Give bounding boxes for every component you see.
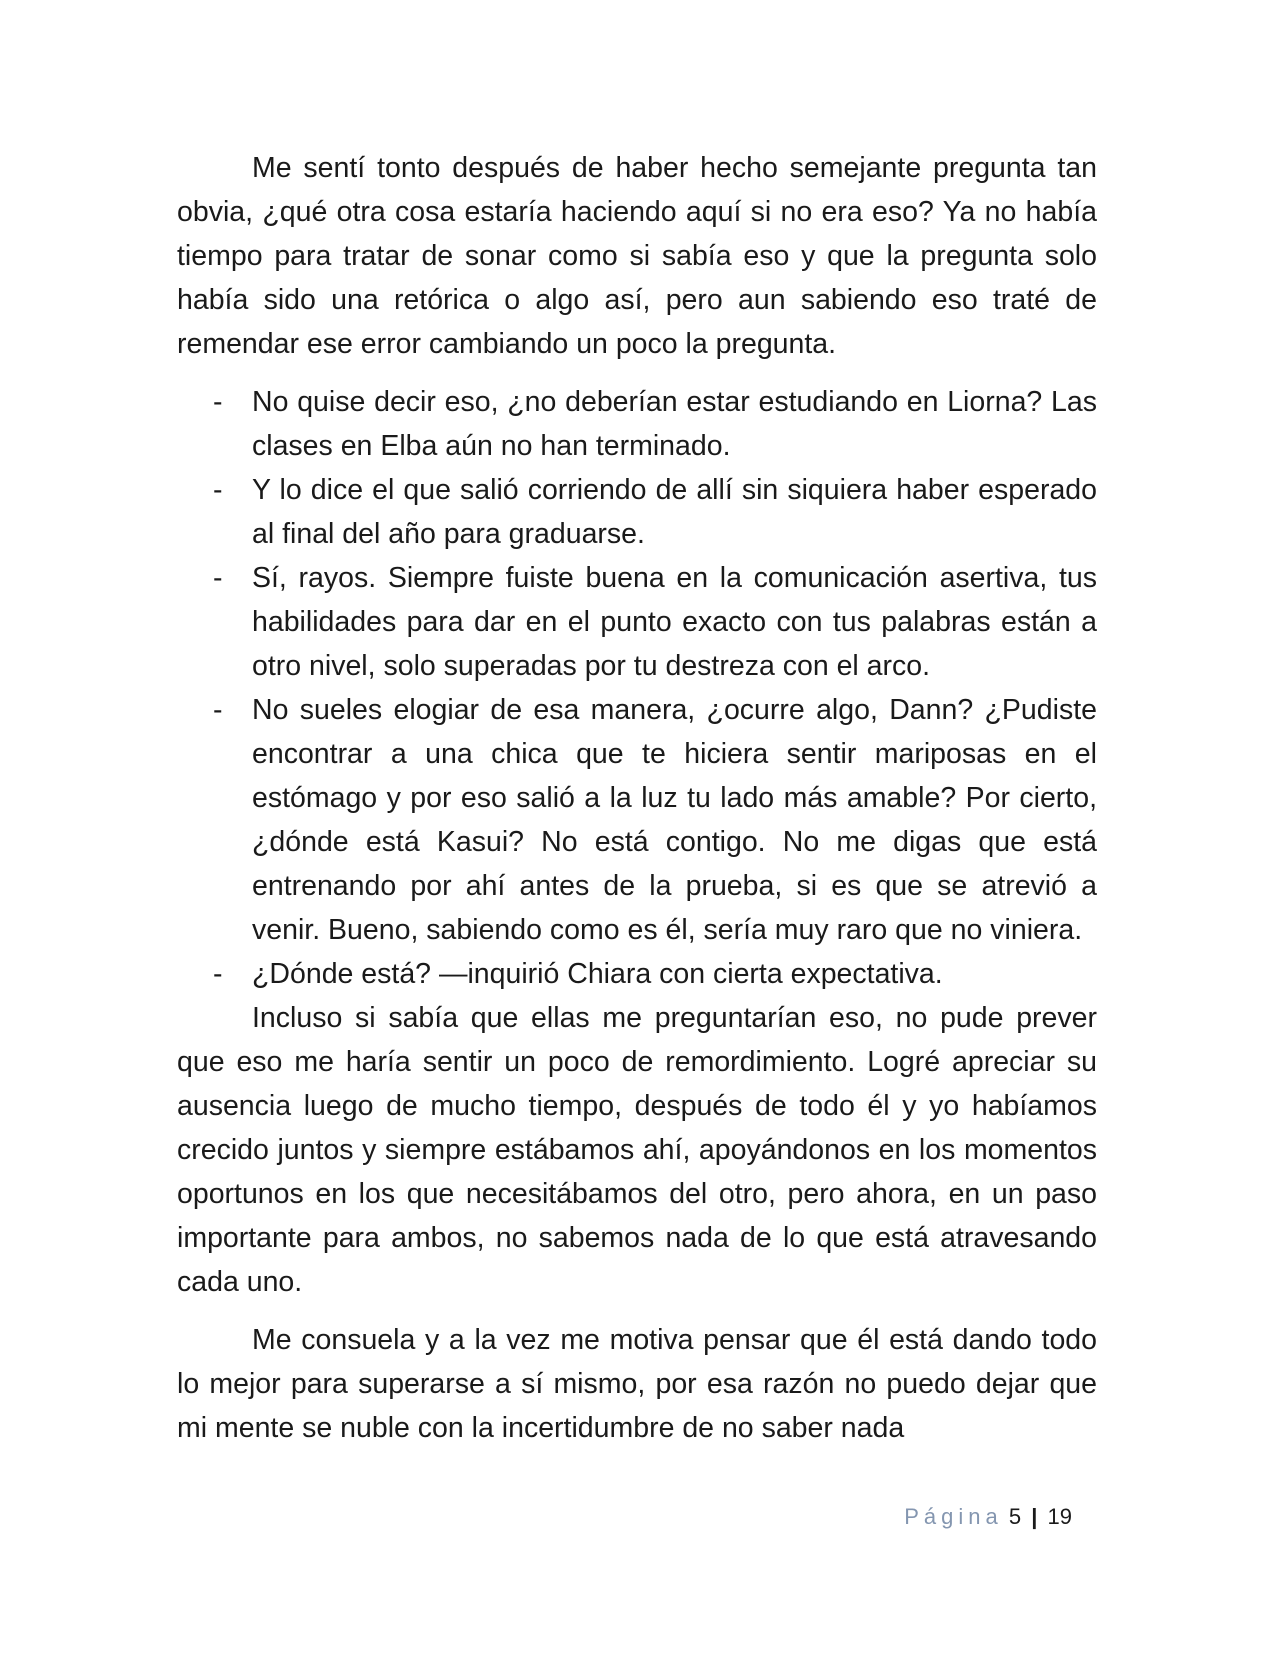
dialogue-dash: - (213, 386, 223, 418)
dialogue-text: Y lo dice el que salió corriendo de allí sin siquiera haber esperado al final del año para graduarse. (252, 474, 1097, 550)
paragraph: Me sentí tonto después de haber hecho semejante pregunta tan obvia, ¿qué otra cosa estaría haciendo aquí si no era eso? Ya no había tiempo para tratar de sonar como si sabía eso y que la pregunta solo había sido una retórica o algo así, pero aun sabiendo eso traté de remendar ese error cambiando un poco la pregunta. (177, 152, 1097, 360)
dialogue-item (177, 688, 1097, 952)
dialogue-item (177, 952, 1097, 996)
page-total: 19 (1047, 1504, 1072, 1529)
dialogue-dash: - (213, 694, 223, 726)
dialogue-text: No sueles elogiar de esa manera, ¿ocurre algo, Dann? ¿Pudiste encontrar a una chica que te hiciera sentir mariposas en el estómago y por eso salió a la luz tu lado más amable? Por cierto, ¿dónde está Kasui? No está contigo. No me digas que está entrenando por ahí antes de la prueba, si es que se atrevió a venir. Bueno, sabiendo como es él, sería muy raro que no viniera. (252, 694, 1097, 946)
dialogue-item (177, 556, 1097, 688)
page-footer (0, 1502, 1072, 1532)
dialogue-dash: - (213, 958, 223, 990)
dialogue-item (177, 380, 1097, 468)
paragraph: Incluso si sabía que ellas me preguntarían eso, no pude prever que eso me haría sentir un poco de remordimiento. Logré apreciar su ausencia luego de mucho tiempo, después de todo él y yo habíamos crecido juntos y siempre estábamos ahí, apoyándonos en los momentos oportunos en los que necesitábamos del otro, pero ahora, en un paso importante para ambos, no sabemos nada de lo que está atravesando cada uno. (177, 1002, 1097, 1298)
dialogue-text: No quise decir eso, ¿no deberían estar estudiando en Liorna? Las clases en Elba aún no han terminado. (252, 386, 1097, 462)
page-body (177, 146, 1097, 1450)
dialogue-dash: - (213, 474, 223, 506)
dialogue-list (177, 380, 1097, 996)
page-number: 5 (1008, 1504, 1022, 1529)
dialogue-item (177, 468, 1097, 556)
page-label: Página (904, 1504, 1003, 1529)
dialogue-text: ¿Dónde está? —inquirió Chiara con cierta expectativa. (252, 958, 943, 990)
page-separator: | (1031, 1504, 1038, 1529)
paragraph: Me consuela y a la vez me motiva pensar que él está dando todo lo mejor para superarse a sí mismo, por esa razón no puedo dejar que mi mente se nuble con la incertidumbre de no saber nada (177, 1324, 1097, 1444)
dialogue-text: Sí, rayos. Siempre fuiste buena en la comunicación asertiva, tus habilidades para dar en el punto exacto con tus palabras están a otro nivel, solo superadas por tu destreza con el arco. (252, 562, 1097, 682)
dialogue-dash: - (213, 562, 223, 594)
